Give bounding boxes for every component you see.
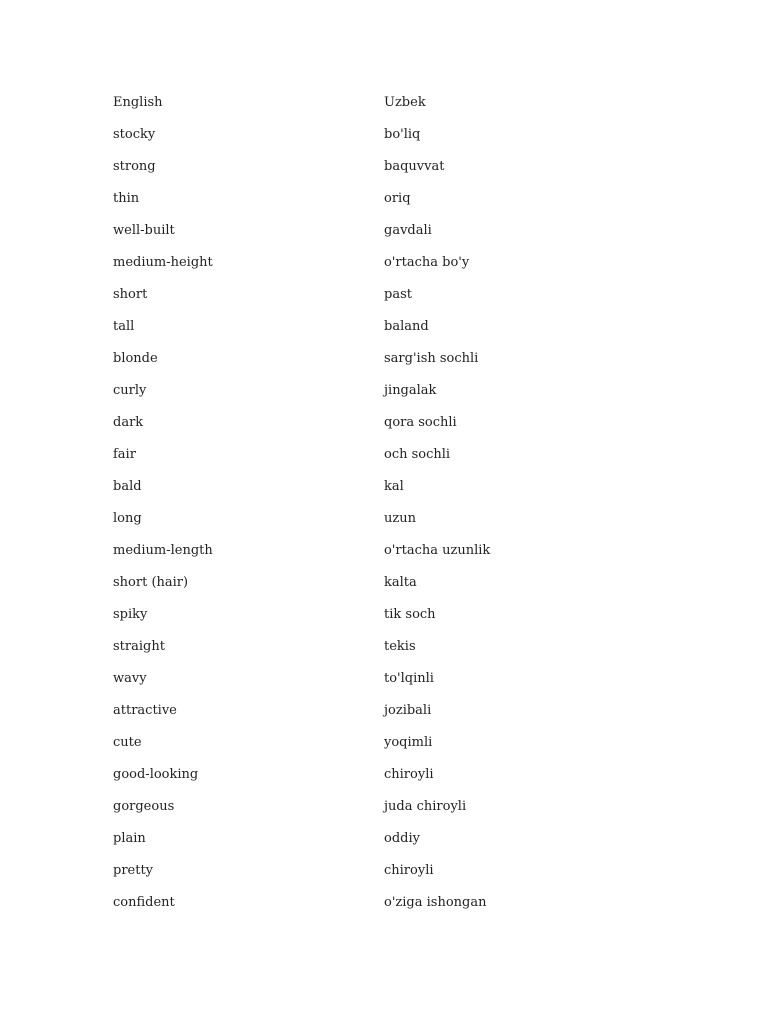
- table-row: [113, 118, 634, 150]
- english-word: pretty: [113, 862, 154, 878]
- table-row: [113, 214, 634, 246]
- table-row: [113, 630, 634, 662]
- table-row: [113, 534, 634, 566]
- uzbek-word: jozibali: [384, 702, 432, 718]
- uzbek-word: chiroyli: [384, 766, 434, 782]
- uzbek-word: tik soch: [384, 606, 436, 622]
- uzbek-word: past: [384, 286, 412, 302]
- uzbek-word: o'rtacha uzunlik: [384, 542, 491, 558]
- table-header-row: [113, 86, 634, 118]
- uzbek-word: bo'liq: [384, 126, 421, 142]
- table-row: [113, 182, 634, 214]
- english-word: plain: [113, 830, 146, 846]
- english-word: attractive: [113, 702, 177, 718]
- table-row: [113, 310, 634, 342]
- english-word: bald: [113, 478, 142, 494]
- uzbek-word: juda chiroyli: [384, 798, 467, 814]
- english-word: tall: [113, 318, 135, 334]
- table-row: [113, 406, 634, 438]
- table-row: [113, 246, 634, 278]
- english-word: dark: [113, 414, 144, 430]
- uzbek-word: qora sochli: [384, 414, 457, 430]
- english-word: medium-height: [113, 254, 213, 270]
- uzbek-word: baland: [384, 318, 429, 334]
- table-row: [113, 470, 634, 502]
- english-word: thin: [113, 190, 140, 206]
- english-word: cute: [113, 734, 142, 750]
- uzbek-word: sarg'ish sochli: [384, 350, 479, 366]
- table-row: [113, 374, 634, 406]
- table-row: [113, 726, 634, 758]
- uzbek-word: tekis: [384, 638, 416, 654]
- english-word: strong: [113, 158, 156, 174]
- uzbek-word: kalta: [384, 574, 417, 590]
- uzbek-word: och sochli: [384, 446, 451, 462]
- english-word: short: [113, 286, 148, 302]
- uzbek-word: uzun: [384, 510, 416, 526]
- table-row: [113, 694, 634, 726]
- uzbek-word: kal: [384, 478, 404, 494]
- english-word: good-looking: [113, 766, 199, 782]
- vocabulary-table: [113, 86, 634, 918]
- uzbek-word: oriq: [384, 190, 411, 206]
- uzbek-word: yoqimli: [384, 734, 433, 750]
- table-row: [113, 662, 634, 694]
- english-word: well-built: [113, 222, 175, 238]
- uzbek-word: chiroyli: [384, 862, 434, 878]
- table-row: [113, 758, 634, 790]
- uzbek-word: o'rtacha bo'y: [384, 254, 470, 270]
- english-word: gorgeous: [113, 798, 175, 814]
- uzbek-word: jingalak: [384, 382, 437, 398]
- english-word: straight: [113, 638, 165, 654]
- uzbek-word: oddiy: [384, 830, 420, 846]
- english-word: blonde: [113, 350, 158, 366]
- table-row: [113, 598, 634, 630]
- uzbek-word: gavdali: [384, 222, 432, 238]
- table-row: [113, 502, 634, 534]
- uzbek-word: to'lqinli: [384, 670, 434, 686]
- table-row: [113, 278, 634, 310]
- uzbek-word: o'ziga ishongan: [384, 894, 487, 910]
- uzbek-word: baquvvat: [384, 158, 445, 174]
- english-word: long: [113, 510, 142, 526]
- english-word: medium-length: [113, 542, 213, 558]
- header-uzbek: Uzbek: [384, 94, 426, 110]
- table-row: [113, 822, 634, 854]
- english-word: spiky: [113, 606, 148, 622]
- table-row: [113, 150, 634, 182]
- table-row: [113, 854, 634, 886]
- table-row: [113, 438, 634, 470]
- table-row: [113, 790, 634, 822]
- english-word: stocky: [113, 126, 156, 142]
- english-word: short (hair): [113, 574, 189, 590]
- english-word: confident: [113, 894, 175, 910]
- table-row: [113, 566, 634, 598]
- header-english: English: [113, 94, 163, 110]
- english-word: wavy: [113, 670, 147, 686]
- english-word: fair: [113, 446, 136, 462]
- table-row: [113, 342, 634, 374]
- english-word: curly: [113, 382, 147, 398]
- table-row: [113, 886, 634, 918]
